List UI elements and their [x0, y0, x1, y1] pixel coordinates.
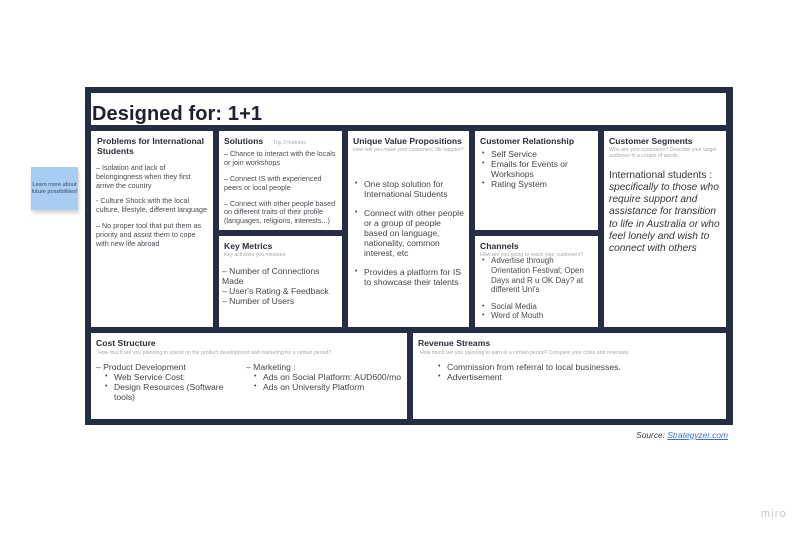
key-metrics-item: – User's Rating & Feedback [222, 286, 329, 297]
cost-item: • Ads on University Platform [252, 382, 401, 392]
customer-segments-lead: International students : [609, 169, 713, 181]
cost-structure-heading: Cost Structure [96, 338, 156, 348]
channels-subtitle: How are you going to reach your customers? [480, 252, 584, 258]
cost-column-marketing [246, 362, 401, 402]
customer-segments-detail: specifically to those who require support and assistance for transition to life in Australia or who feel lonely and wish to connect with others [609, 182, 720, 255]
cost-structure-section[interactable] [91, 333, 407, 419]
channels-item: • Advertise through Orientation Festival; Open Days and R u OK Day? at different Uni's [480, 256, 593, 294]
problems-section[interactable] [91, 131, 213, 327]
solutions-section[interactable] [219, 131, 342, 230]
problems-heading: Problems for International Students [97, 136, 204, 156]
cost-structure-subtitle: How much are you planning to spend on the product development and marketing for a certain period? [98, 350, 332, 356]
key-metrics-subtitle: Key activities you measure [224, 252, 286, 258]
customer-relationship-item: • Emails for Events or Workshops [480, 159, 593, 179]
uvp-subtitle: How will you make your customers' life happier? [353, 147, 464, 153]
solutions-item: – Connect with other people based on different traits of their profile (languages, religions, interests...) [224, 198, 336, 226]
revenue-streams-heading: Revenue Streams [418, 338, 491, 348]
solutions-item: – Chance to interact with the locals or join workshops [224, 149, 336, 168]
customer-relationship-item: • Rating System [480, 179, 593, 189]
source-credit [636, 430, 728, 440]
sticky-note[interactable] [31, 167, 78, 210]
customer-relationship-heading: Customer Relationship [480, 136, 575, 146]
source-link[interactable]: Strategyzer.com [667, 430, 728, 440]
uvp-item: • Provides a platform for IS to showcase their talents [353, 267, 464, 287]
revenue-streams-section[interactable] [413, 333, 726, 419]
solutions-heading: Solutions [224, 136, 264, 146]
cost-column-product-development [96, 362, 234, 402]
solutions-item: – Connect IS with experienced peers or local people [224, 174, 322, 192]
cost-item: • Ads on Social Platform: AUD600/mo [252, 372, 401, 382]
channels-heading: Channels [480, 241, 519, 251]
uvp-item: • Connect with other people or a group of people based on language, nationality, common interest, etc [353, 208, 464, 258]
cost-column-title: – Product Development [96, 362, 186, 373]
revenue-item: • Advertisement [436, 372, 721, 382]
customer-relationship-item: • Self Service [480, 149, 593, 159]
revenue-item: • Commission from referral to local businesses. [436, 362, 721, 372]
sticky-note-text: Learn more about future possibilities! [31, 181, 78, 195]
channels-item: • Word of Mouth [480, 311, 593, 321]
canvas-title-box[interactable] [91, 93, 726, 125]
problems-item: – Isolation and lack of belongingness when they first arrive the country [96, 163, 191, 190]
channels-item: • Social Media [480, 302, 593, 312]
key-metrics-item: – Number of Connections Made [222, 266, 320, 287]
channels-section[interactable] [475, 236, 598, 327]
problems-item: - Culture Shock with the local culture, lifestyle, different language [96, 196, 207, 215]
uvp-heading: Unique Value Propositions [353, 136, 462, 146]
cost-item: • Design Resources (Software tools) [103, 382, 234, 402]
key-metrics-heading: Key Metrics [224, 241, 273, 251]
customer-relationship-section[interactable] [475, 131, 598, 230]
key-metrics-item: – Number of Users [222, 296, 295, 307]
problems-item: – No proper tool that put them as priority and assist them to cope with new life abroad [96, 220, 202, 248]
uvp-section[interactable] [348, 131, 469, 327]
cost-column-title: – Marketing : [246, 362, 296, 373]
customer-segments-section[interactable] [604, 131, 726, 327]
uvp-item: • One stop solution for International Students [353, 179, 464, 199]
solutions-subtitle: Top 3 features [273, 140, 307, 146]
source-label: Source: [636, 430, 665, 440]
canvas-title: Designed for: 1+1 [92, 103, 263, 125]
customer-segments-subtitle: Who are your customers? Describe your target audience in a couple of words. [609, 147, 717, 160]
miro-watermark: miro [760, 508, 787, 520]
customer-segments-description [609, 170, 721, 255]
key-metrics-section[interactable] [219, 236, 342, 327]
customer-segments-heading: Customer Segments [609, 136, 693, 146]
revenue-streams-subtitle: How much are you planning to earn in a certain period? Compare your costs and revenues. [420, 350, 630, 356]
cost-item: • Web Service Cost: [103, 372, 234, 382]
